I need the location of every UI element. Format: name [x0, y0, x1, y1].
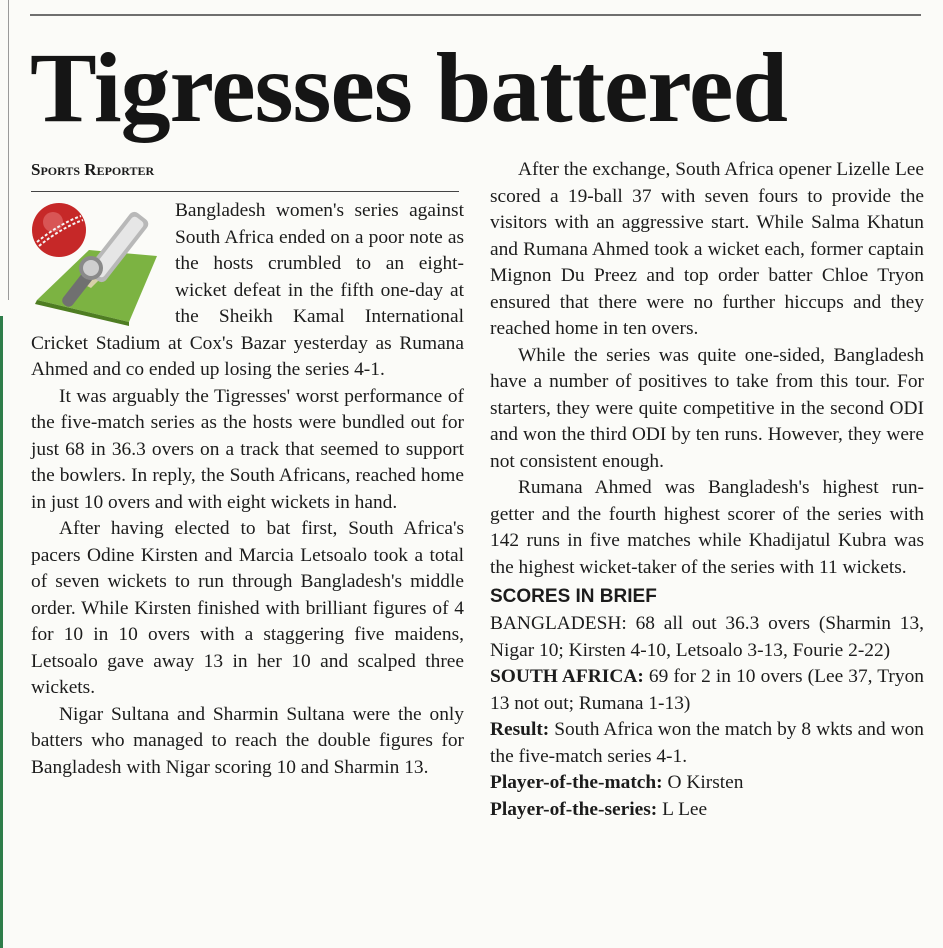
- ball-icon: [32, 203, 86, 257]
- paragraph-7: Rumana Ahmed was Bangladesh's highest run-getter and the fourth highest scorer of the series with 142 runs in five matches while Khadijatul Kubra was the highest wicket-taker of the series with 11 wickets.: [490, 477, 924, 578]
- cricket-icon: [29, 198, 165, 326]
- paragraph-2: It was arguably the Tigresses' worst performance of the five-match series as the hosts were bundled out for just 68 in 36.3 overs on a track that seemed to support the bowlers. In reply, the South Africans, reached home in just 10 overs and with eight wickets in hand.: [31, 385, 464, 513]
- player-of-the-match-text: O Kirsten: [662, 772, 744, 793]
- paragraph-1: Bangladesh women's series against South Africa ended on a poor note as the hosts crumbled to an eight-wicket defeat in the fifth one-day at the Sheikh Kamal International Cricket Stadium at Cox's Bazar yesterday as Rumana Ahmed and co ended up losing the series 4-1.: [31, 200, 464, 380]
- player-of-the-match: [490, 770, 924, 797]
- column-left: [31, 157, 464, 781]
- page-edge-left: [0, 0, 9, 300]
- paragraph-5: After the exchange, South Africa opener Lizelle Lee scored a 19-ball 37 with seven fours to provide the visitors with an aggressive start. While Salma Khatun and Rumana Ahmed took a wicket each, former captain Mignon Du Preez and top order batter Chloe Tryon ensured that there were no further hiccups and they reached home in ten overs.: [490, 159, 924, 339]
- score-south-africa-label: SOUTH AFRICA:: [490, 666, 644, 687]
- result: [490, 717, 924, 770]
- result-label: Result:: [490, 719, 550, 740]
- player-of-the-series: [490, 797, 924, 824]
- result-text: South Africa won the match by 8 wkts and won the five-match series 4-1.: [490, 719, 924, 767]
- paragraph-4: Nigar Sultana and Sharmin Sultana were the only batters who managed to reach the double figures for Bangladesh with Nigar scoring 10 and Sharmin 13.: [31, 703, 464, 778]
- top-rule: [30, 14, 921, 16]
- byline: Sports Reporter: [31, 160, 155, 179]
- byline-rule: [31, 191, 459, 192]
- scores-heading: SCORES IN BRIEF: [490, 586, 657, 607]
- scores-in-brief: [490, 583, 924, 823]
- player-of-the-series-text: L Lee: [657, 798, 708, 820]
- paragraph-3: After having elected to bat first, South Africa's pacers Odine Kirsten and Marcia Letsoalo took a total of seven wickets to run through Bangladesh's middle order. While Kirsten finished with brilliant figures of 4 for 10 in 10 overs with a staggering five maidens, Letsoalo gave away 13 in her 10 and scalped three wickets.: [31, 518, 464, 698]
- score-south-africa: [490, 664, 924, 717]
- paragraph-6: While the series was quite one-sided, Bangladesh have a number of positives to take from this tour. For starters, they were quite competitive in the second ODI and won the third ODI by ten runs. However, they were not consistent enough.: [490, 344, 924, 472]
- column-right: [490, 157, 924, 823]
- headline: Tigresses battered: [30, 32, 787, 143]
- page-edge-green: [0, 316, 3, 948]
- score-south-africa-text: 69 for 2 in 10 overs (Lee 37, Tryon 13 not out; Rumana 1-13): [490, 666, 924, 714]
- player-of-the-match-label: Player-of-the-match:: [490, 772, 663, 793]
- player-of-the-series-label: Player-of-the-series:: [490, 798, 658, 820]
- score-bangladesh: BANGLADESH: 68 all out 36.3 overs (Sharmin 13, Nigar 10; Kirsten 4-10, Letsoalo 3-13, Fourie 2-22): [490, 613, 924, 661]
